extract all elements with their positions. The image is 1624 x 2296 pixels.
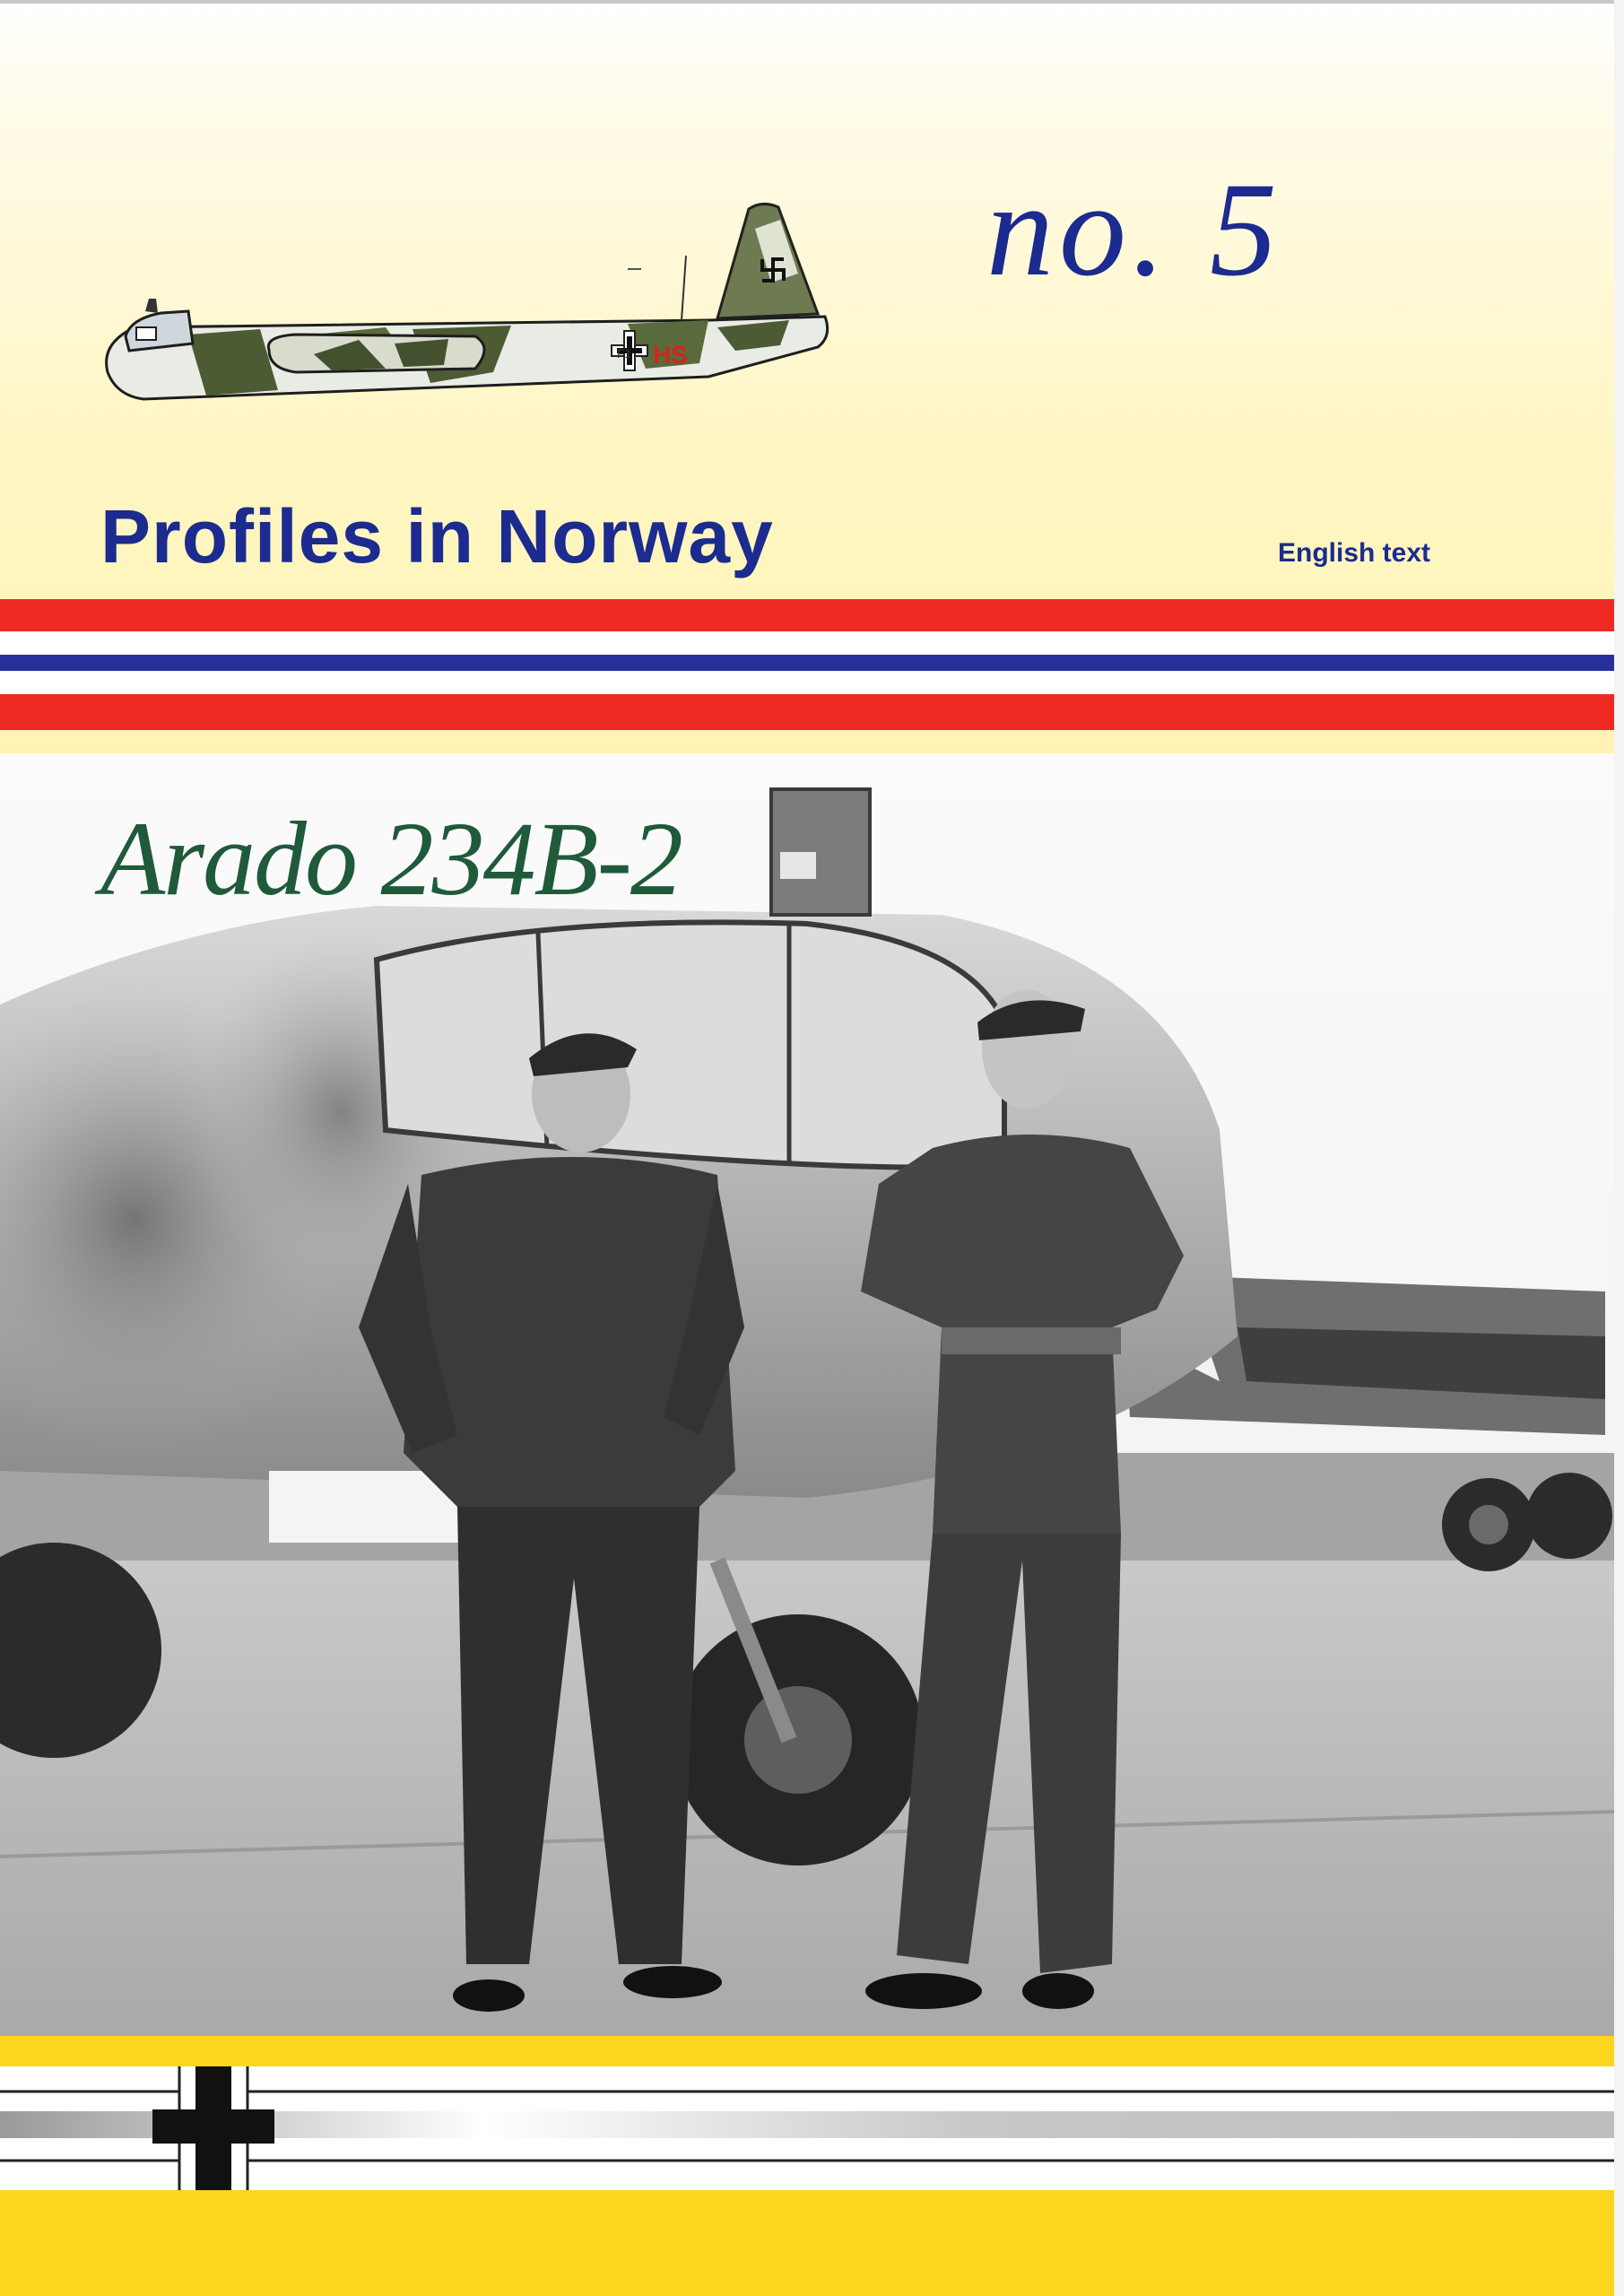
balkenkreuz-band <box>0 2066 1614 2190</box>
svg-text:F1: F1 <box>617 346 632 361</box>
series-title: Profiles in Norway <box>100 494 774 578</box>
aircraft-profile-illustration <box>90 193 834 408</box>
photo-cockpit <box>377 922 1004 1167</box>
yellow-stripe-bottom <box>0 2190 1614 2296</box>
flag-red-stripe-bottom <box>0 694 1614 730</box>
profile-code: HS <box>653 341 688 369</box>
language-note: English text <box>1278 538 1431 568</box>
yellow-stripe-top <box>0 2036 1614 2066</box>
cover-photograph <box>0 753 1614 2036</box>
norwegian-flag-stripes <box>0 599 1614 730</box>
flag-red-stripe-top <box>0 599 1614 631</box>
flag-blue-stripe <box>0 655 1614 671</box>
aircraft-title: Arado 234B-2 <box>100 800 682 918</box>
page-edge <box>1614 0 1624 2296</box>
issue-number: no. 5 <box>986 155 1282 304</box>
top-edge-line <box>0 0 1614 4</box>
footer-band <box>0 2036 1614 2296</box>
